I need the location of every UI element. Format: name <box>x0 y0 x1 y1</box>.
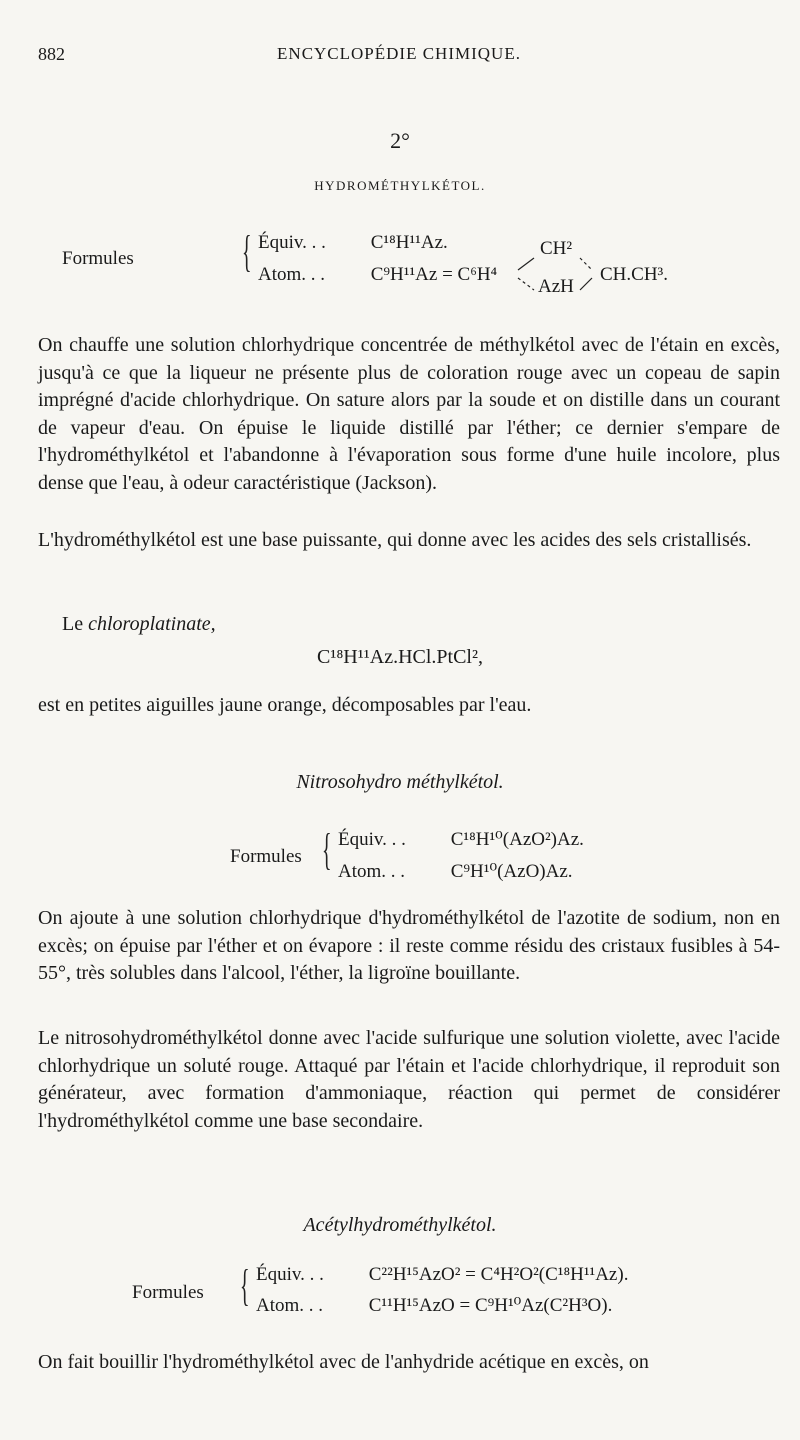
formula-block-nitroso <box>230 824 730 894</box>
paragraph-text: On chauffe une solution chlorhydrique concentrée de méthylkétol avec de l'étain en excès, jusqu'à ce que la liqueur ne présente plus de coloration rouge avec un copeau de sapin imprégné d'acide chlorhydrique. On sature alors par la soude et on distille dans un courant de vapeur d'eau. On épuise le liquide distillé par l'éther; ce dernier s'empare de l'hydrométhylkétol et l'abandonne à l'évaporation sous forme d'une huile incolore, plus dense que l'eau, à odeur caractéristique (Jackson). <box>38 334 780 494</box>
equiv-key: Équiv. . . <box>256 1264 324 1285</box>
formula-block-acetyl <box>132 1262 772 1332</box>
atom-key: Atom. . . <box>258 264 326 285</box>
paragraph-text: est en petites aiguilles jaune orange, décomposables par l'eau. <box>38 694 532 716</box>
running-title: ENCYCLOPÉDIE CHIMIQUE. <box>277 44 521 63</box>
formula-label: Formules <box>132 1282 204 1303</box>
paragraph-nitroso-props <box>38 1025 780 1135</box>
atom-value: C⁹H¹⁰(AzO)Az. <box>450 861 573 882</box>
section-number: 2° <box>390 128 410 153</box>
formula-equiv-row <box>256 1264 628 1286</box>
atom-key: Atom. . . <box>338 861 406 882</box>
nitroso-title: Nitrosohydro méthylkétol. <box>296 771 504 793</box>
paragraph-text: L'hydrométhylkétol est une base puissante, qui donne avec les acides des sels cristallisés. <box>38 529 752 551</box>
atom-key: Atom. . . <box>256 1295 324 1316</box>
paragraph-text: On ajoute à une solution chlorhydrique d'hydrométhylkétol de l'azotite de sodium, non en excès; on épuise par l'éther et on évapore : il reste comme résidu des cristaux fusibles à 54-55°, très solubles dans l'alcool, l'éther, la ligroïne bouillante. <box>38 907 780 985</box>
page-header <box>38 44 760 74</box>
equiv-value: C¹⁸H¹⁰(AzO²)Az. <box>450 829 584 850</box>
equiv-value: C²²H¹⁵AzO² = C⁴H²O²(C¹⁸H¹¹Az). <box>368 1264 629 1285</box>
brace-icon: { <box>240 1261 250 1310</box>
paragraph-text: On fait bouillir l'hydrométhylkétol avec de l'anhydride acétique en excès, on <box>38 1351 649 1373</box>
formula-atom-row <box>258 264 497 286</box>
page-number: 882 <box>38 44 65 64</box>
struct-top: CH² <box>540 238 573 259</box>
formula-equiv-row <box>258 232 448 254</box>
chloroplatinate-line <box>38 611 800 639</box>
equiv-key: Équiv. . . <box>338 829 406 850</box>
formula-label: Formules <box>62 248 134 269</box>
equiv-value: C¹⁸H¹¹Az. <box>370 232 448 253</box>
formula-atom-row <box>256 1294 612 1317</box>
brace-icon: { <box>242 227 252 276</box>
brace-icon: { <box>322 825 332 874</box>
paragraph-preparation <box>38 332 780 498</box>
atom-value: C¹¹H¹⁵AzO = C⁹H¹⁰Az(C²H³O). <box>368 1295 613 1316</box>
formula-atom-row <box>338 860 573 883</box>
chloro-name: chloroplatinate, <box>88 613 216 635</box>
formula-equiv-row <box>338 828 584 851</box>
atom-value: C⁹H¹¹Az = C⁶H⁴ <box>370 264 498 285</box>
paragraph-properties <box>38 527 780 555</box>
paragraph-acetyl-prep <box>38 1349 780 1377</box>
paragraph-nitroso-prep <box>38 905 780 988</box>
paragraph-text: Le nitrosohydrométhylkétol donne avec l'acide sulfurique une solution violette, avec l'acide chlorhydrique un soluté rouge. Attaqué par l'étain et l'acide chlorhydrique, il reproduit son générateur, avec formation d'ammoniaque, réaction qui permet de considérer l'hydrométhylkétol comme une base secondaire. <box>38 1027 780 1132</box>
formula-label: Formules <box>230 846 302 867</box>
acetyl-title: Acétylhydrométhylkétol. <box>303 1214 497 1236</box>
section-title: HYDROMÉTHYLKÉTOL. <box>314 178 486 193</box>
equiv-key: Équiv. . . <box>258 232 326 253</box>
chloro-prefix: Le <box>62 613 89 635</box>
chloroplatinate-formula: C¹⁸H¹¹Az.HCl.PtCl², <box>317 646 483 668</box>
paragraph-chloro-desc <box>38 692 780 720</box>
struct-tail: CH.CH³. <box>600 264 668 285</box>
struct-bottom: AzH <box>538 276 574 297</box>
formula-block-hydromethylketol <box>62 226 702 306</box>
